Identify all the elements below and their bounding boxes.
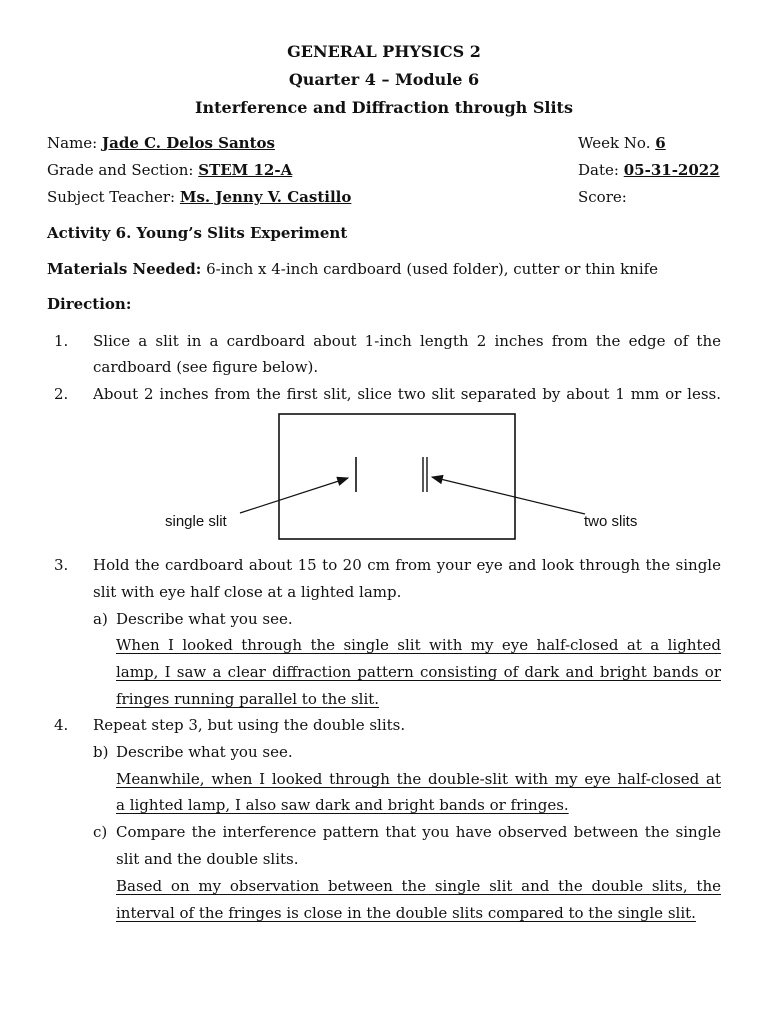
direction-label: Direction: (47, 295, 132, 313)
teacher-row (47, 188, 351, 206)
score-row (578, 188, 627, 206)
date-row (578, 161, 720, 179)
teacher-value: Ms. Jenny V. Castillo (179, 188, 352, 206)
doc-topic: Interference and Diffraction through Slits (195, 98, 573, 117)
step-4c-question-1: Compare the interference pattern that you have observed between the single (116, 823, 721, 841)
score-label: Score: (578, 188, 627, 206)
step-4-line-1: Repeat step 3, but using the double slits. (93, 716, 406, 734)
date-label: Date: (578, 161, 619, 179)
materials-value: 6-inch x 4-inch cardboard (used folder), cutter or thin knife (206, 260, 659, 278)
cardboard-outline (279, 414, 515, 539)
step-4c-question-2: slit and the double slits. (116, 850, 299, 868)
step-3-number: 3. (54, 556, 69, 574)
materials-row (47, 260, 658, 278)
step-3-line-1: Hold the cardboard about 15 to 20 cm from your eye and look through the single (93, 556, 721, 574)
step-3a-question: Describe what you see. (116, 610, 293, 628)
step-4b-answer-1: Meanwhile, when I looked through the double-slit with my eye half-closed at (116, 770, 721, 788)
step-4c-answer-1: Based on my observation between the single slit and the double slits, the (116, 877, 721, 895)
step-2-line-1: About 2 inches from the first slit, slice two slit separated by about 1 mm or less. (93, 385, 721, 403)
step-1-line-2: cardboard (see figure below). (93, 358, 319, 376)
doc-quarter: Quarter 4 – Module 6 (288, 70, 480, 89)
grade-value: STEM 12-A (198, 161, 293, 179)
week-value: 6 (655, 134, 666, 152)
grade-row (47, 161, 292, 179)
grade-label: Grade and Section: (47, 161, 194, 179)
materials-label: Materials Needed: (47, 260, 202, 278)
name-value: Jade C. Delos Santos (102, 134, 275, 152)
week-row (578, 134, 666, 152)
single-slit-arrow (240, 478, 348, 513)
step-3a-answer-1: When I looked through the single slit with my eye half-closed at a lighted (116, 636, 721, 654)
step-1-number: 1. (54, 332, 69, 350)
step-4c-answer-2: interval of the fringes is close in the double slits compared to the single slit. (116, 904, 696, 922)
single-slit-label: single slit (165, 513, 227, 530)
step-3a-label: a) (93, 610, 108, 628)
step-3a-answer-2: lamp, I saw a clear diffraction pattern consisting of dark and bright bands or (116, 663, 721, 681)
activity-title: Activity 6. Young’s Slits Experiment (47, 224, 348, 242)
date-value: 05-31-2022 (623, 161, 720, 179)
two-slits-label: two slits (584, 513, 638, 530)
step-4-number: 4. (54, 716, 69, 734)
name-label: Name: (47, 134, 98, 152)
step-1-line-1: Slice a slit in a cardboard about 1-inch length 2 inches from the edge of the (93, 332, 721, 350)
step-4c-label: c) (93, 823, 108, 841)
name-row (47, 134, 275, 152)
step-4b-question: Describe what you see. (116, 743, 293, 761)
step-2-number: 2. (54, 385, 69, 403)
two-slits-arrow (432, 477, 585, 514)
teacher-label: Subject Teacher: (47, 188, 176, 206)
week-label: Week No. (578, 134, 651, 152)
step-3a-answer-3: fringes running parallel to the slit. (116, 690, 380, 708)
doc-title: GENERAL PHYSICS 2 (287, 42, 481, 61)
step-4b-label: b) (93, 743, 109, 761)
slit-figure (0, 405, 768, 545)
step-3-line-2: slit with eye half close at a lighted lamp. (93, 583, 402, 601)
step-4b-answer-2: a lighted lamp, I also saw dark and bright bands or fringes. (116, 796, 569, 814)
